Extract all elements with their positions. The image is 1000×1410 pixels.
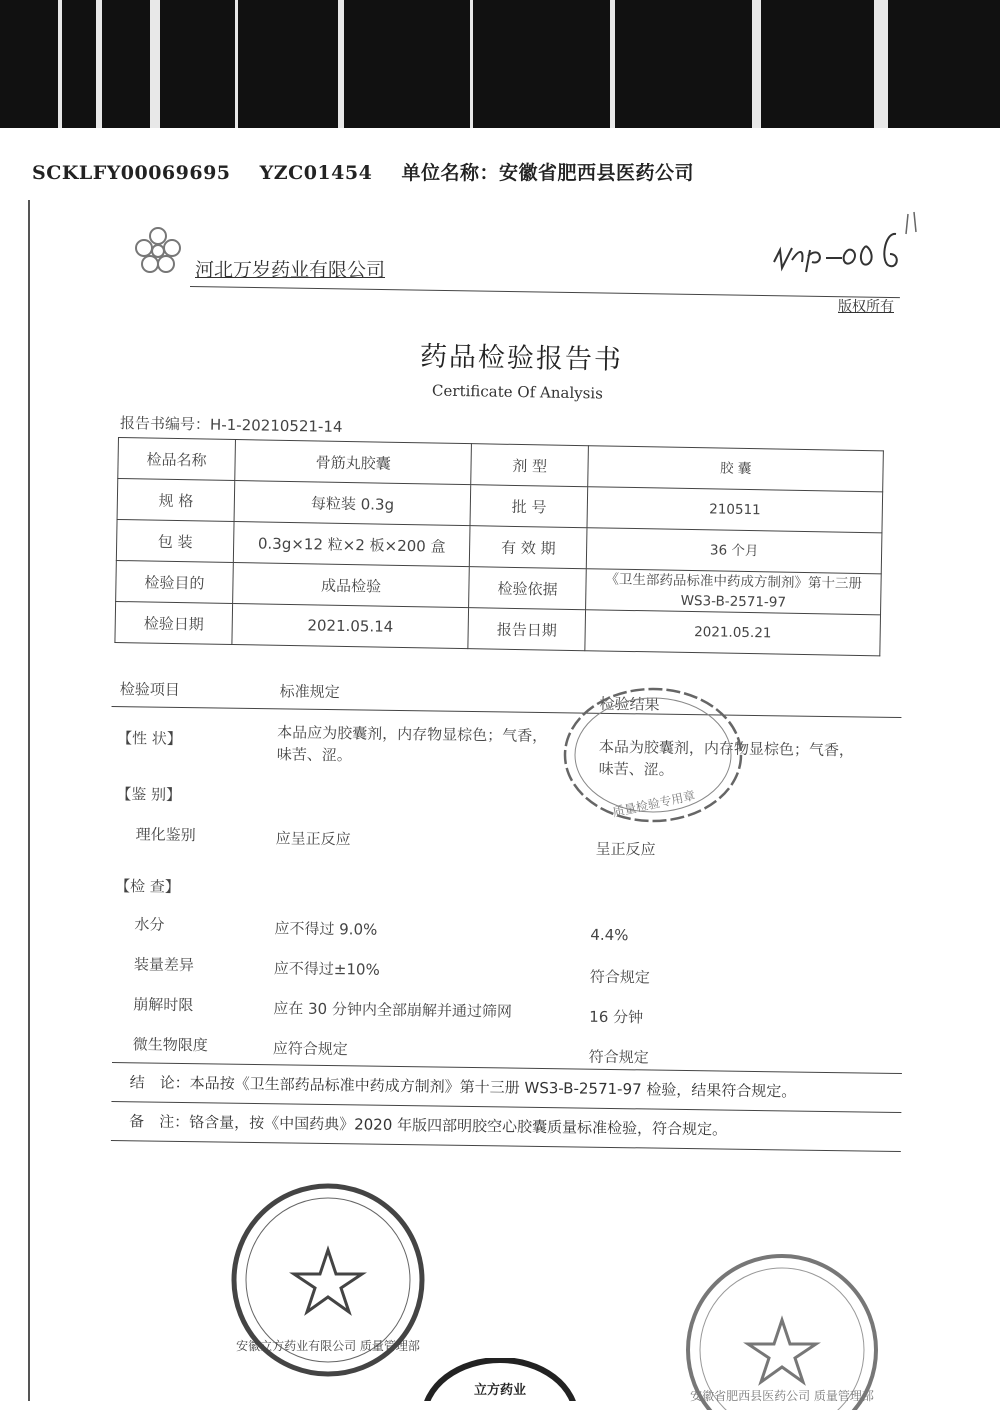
info-label: 报告日期 [468, 608, 586, 651]
scan-streak [150, 0, 160, 128]
code-2: YZC01454 [259, 162, 373, 184]
unit-name: 安徽省肥西县医药公司 [498, 162, 694, 184]
section-identification: 【鉴 别】 [116, 785, 182, 804]
result-text: 呈正反应 [595, 839, 656, 859]
result-text: 本品为胶囊剂，内存物显棕色；气香， [598, 737, 855, 760]
header-line [32, 158, 716, 185]
report-number-label: 报告书编号： [119, 414, 211, 434]
copyright-label: 版权所有 [838, 299, 894, 315]
result-text: 16 分钟 [589, 1007, 644, 1027]
info-value: 每粒装 0.3g [234, 481, 471, 526]
conclusion-text: 本品按《卫生部药品标准中药成方制剂》第十三册 WS3-B-2571-97 检验，结果符合规定。 [189, 1074, 797, 1101]
star-icon [748, 1320, 816, 1382]
info-value: 36 个月 [587, 528, 882, 574]
info-label: 检品名称 [118, 438, 236, 481]
scan-streak [58, 0, 62, 128]
standard-text: 应不得过 9.0% [274, 919, 378, 939]
col-header-result: 检验结果 [599, 694, 660, 714]
report-number-value: H-1-20210521-14 [209, 415, 343, 436]
test-item: 崩解时限 [133, 995, 194, 1015]
code-1: SCKLFY00069695 [32, 162, 231, 184]
report-subtitle: Certificate Of Analysis [431, 381, 604, 403]
section-appearance: 【性 状】 [116, 729, 182, 748]
info-label: 规 格 [117, 479, 235, 522]
info-label: 剂 型 [471, 444, 589, 487]
test-item: 装量差异 [133, 955, 195, 975]
info-value: 2021.05.21 [585, 610, 880, 656]
standard-text: 应不得过±10% [273, 959, 380, 979]
seal-text: 安徽省肥西县医药公司 质量管理部 [690, 1389, 874, 1403]
seal-text: 安徽立方药业有限公司 质量管理部 [236, 1339, 420, 1353]
test-item: 水分 [134, 915, 165, 934]
scan-streak [752, 0, 761, 128]
test-results [107, 672, 902, 1066]
scan-streak [610, 0, 615, 128]
col-header-item: 检验项目 [119, 680, 180, 699]
info-value: 《卫生部药品标准中药成方制剂》第十三册 WS3-B-2571-97 [586, 569, 881, 615]
note-text: 铬含量，按《中国药典》2020 年版四部明胶空心胶囊质量标准检验，符合规定。 [189, 1113, 728, 1139]
star-icon [294, 1250, 362, 1312]
report-number [120, 412, 343, 437]
test-item: 理化鉴别 [135, 825, 196, 845]
conclusion-block [111, 1062, 902, 1152]
company-seal-bottom [420, 1358, 580, 1401]
info-value: 胶 囊 [588, 446, 883, 492]
unit-label: 单位名称： [401, 162, 499, 184]
col-header-standard: 标准规定 [279, 682, 340, 702]
standard-text: 本品应为胶囊剂，内存物显棕色；气香， [277, 723, 548, 746]
company-name: 河北万岁药业有限公司 [195, 259, 386, 281]
info-label: 检验日期 [115, 601, 233, 644]
qa-stamp [558, 680, 748, 830]
product-info-table [114, 437, 883, 656]
scan-streak [470, 0, 473, 128]
standard-text: 应在 30 分钟内全部崩解并通过筛网 [273, 999, 513, 1021]
handwritten-note [770, 210, 920, 280]
scan-streak [235, 0, 238, 128]
info-label: 包 装 [116, 519, 234, 562]
company-seal-left [228, 1180, 428, 1380]
test-item: 微生物限度 [132, 1035, 208, 1055]
info-label: 检验目的 [116, 560, 234, 603]
report-title: 药品检验报告书 [419, 341, 624, 376]
info-value: 210511 [587, 487, 882, 533]
conclusion-label: 结 论： [129, 1073, 190, 1093]
section-inspection: 【检 查】 [114, 877, 180, 896]
company-logo-icon [130, 222, 186, 278]
info-label: 检验依据 [469, 567, 587, 610]
scan-streak [96, 0, 102, 128]
note-label: 备 注： [129, 1112, 190, 1132]
info-label: 批 号 [470, 485, 588, 528]
seal-text: 立方药业 [473, 1383, 527, 1398]
company-seal-right [682, 1250, 882, 1410]
scan-streak [338, 0, 344, 128]
scan-border [0, 0, 1000, 128]
result-text: 符合规定 [588, 1047, 649, 1067]
standard-text: 应符合规定 [272, 1039, 348, 1059]
result-text: 4.4% [590, 925, 629, 945]
info-value: 成品检验 [233, 563, 470, 608]
standard-text: 味苦、涩。 [276, 745, 353, 765]
info-label: 有 效 期 [469, 526, 587, 569]
info-value: 骨筋丸胶囊 [235, 440, 472, 485]
info-value: 0.3g×12 粒×2 板×200 盒 [233, 522, 470, 567]
result-text: 符合规定 [589, 967, 650, 987]
standard-text: 应呈正反应 [275, 829, 351, 849]
qa-stamp-text: 质量检验专用章 [611, 788, 697, 820]
scan-streak [874, 0, 888, 128]
info-value: 2021.05.14 [232, 604, 469, 649]
result-text: 味苦、涩。 [598, 759, 674, 779]
